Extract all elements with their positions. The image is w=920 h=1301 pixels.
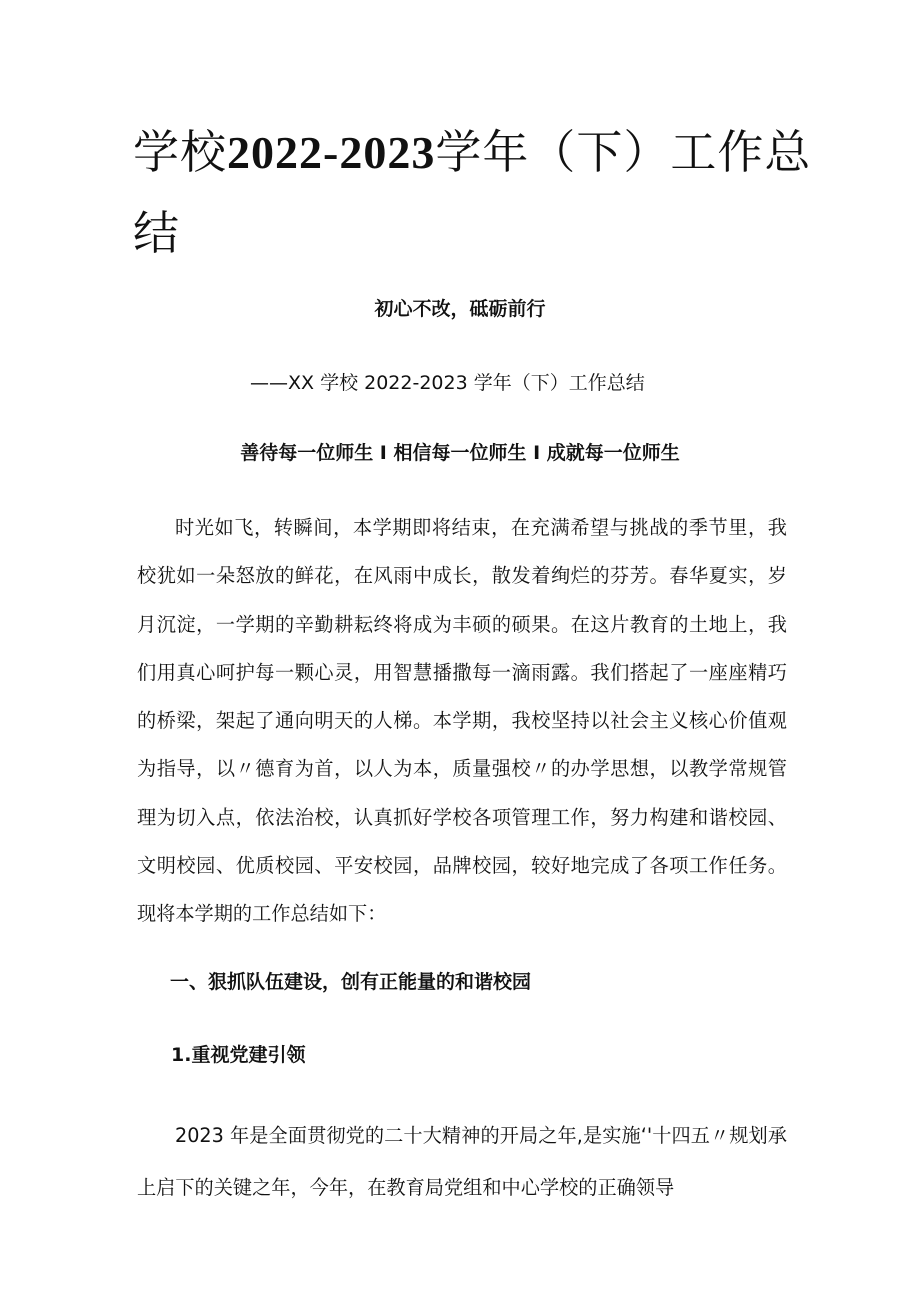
section-1-1-heading: 1.重视党建引领 [171,1044,306,1066]
intro-paragraph: 时光如飞，转瞬间，本学期即将结束，在充满希望与挑战的季节里，我校犹如一朵怒放的鲜花，在风雨中成长，散发着绚烂的芬芳。春华夏实，岁月沉淀，一学期的辛勤耕耘终将成为丰硕的硕果。在这片教育的土地上，我们用真心呵护每一颗心灵，用智慧播撒每一滴雨露。我们搭起了一座座精巧的桥梁，架起了通向明天的人梯。本学期，我校坚持以社会主义核心价值观为指导，以〃德育为首，以人为本，质量强校〃的办学思想，以教学常规管理为切入点，依法治校，认真抓好学校各项管理工作，努力构建和谐校园、文明校园、优质校园、平安校园，品牌校园，较好地完成了各项工作任务。现将本学期的工作总结如下： [137,516,787,926]
section-1-1-paragraph: 2023 年是全面贯彻党的二十大精神的开局之年,是实施‘'十四五〃规划承上启下的关键之年，今年，在教育局党组和中心学校的正确领导 [137,1124,787,1199]
title-prefix: 学校 [133,125,227,179]
section-1-heading: 一、狠抓队伍建设，创有正能量的和谐校园 [170,971,532,993]
document-subtitle: 初心不改，砥砺前行 [374,298,546,320]
school-motto: 善待每一位师生 I 相信每一位师生 I 成就每一位师生 [240,442,680,464]
title-year: 2022-2023 [227,127,436,178]
title-suffix: 学年（下）工作总结 [133,125,812,260]
document-title [133,112,813,273]
document-byline: ——XX 学校 2022-2023 学年（下）工作总结 [250,372,645,394]
